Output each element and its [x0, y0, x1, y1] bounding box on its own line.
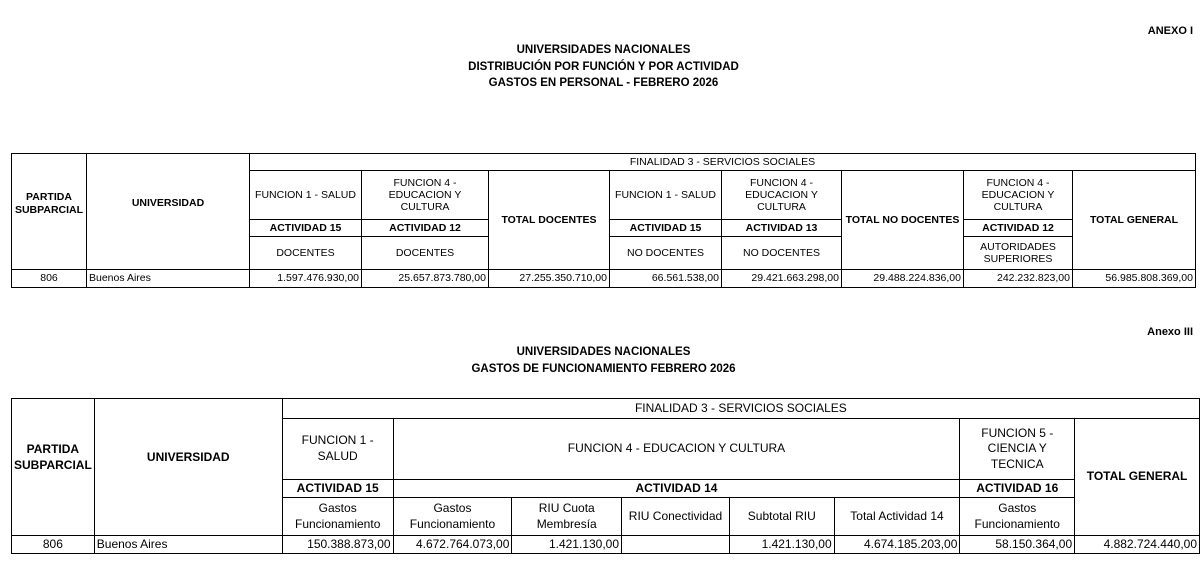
value-cell: 66.561.538,00 — [610, 270, 722, 288]
annex-3-titles — [0, 344, 1200, 377]
value-cell: 1.421.130,00 — [512, 536, 622, 554]
partida-header-bottom — [12, 498, 95, 536]
partida-cell: 806 — [12, 270, 87, 288]
finalidad-header: FINALIDAD 3 - SERVICIOS SOCIALES — [282, 399, 1199, 419]
value-cell — [622, 536, 730, 554]
gastos-subheader: Gastos Funcionamiento — [393, 498, 512, 536]
value-cell: 56.985.808.369,00 — [1073, 270, 1196, 288]
funcion1-header: FUNCION 1 - SALUD — [282, 419, 393, 480]
riu-cuota-subheader: RIU Cuota Membresía — [512, 498, 622, 536]
actividad-header: ACTIVIDAD 13 — [722, 220, 842, 237]
value-cell: 58.150.364,00 — [960, 536, 1075, 554]
no-docentes-subheader: NO DOCENTES — [722, 237, 842, 270]
gastos-subheader: Gastos Funcionamiento — [282, 498, 393, 536]
partida-header-top — [12, 154, 87, 171]
value-cell: 1.421.130,00 — [729, 536, 834, 554]
subtotal-riu-subheader: Subtotal RIU — [729, 498, 834, 536]
funcion4-header: FUNCION 4 - EDUCACION Y CULTURA — [964, 171, 1073, 220]
value-cell: 242.232.823,00 — [964, 270, 1073, 288]
universidad-header: UNIVERSIDAD — [94, 419, 282, 498]
annex-1-title-line: UNIVERSIDADES NACIONALES — [516, 44, 691, 56]
actividad-header: ACTIVIDAD 14 — [393, 480, 960, 498]
annex-1-tag: ANEXO I — [1147, 25, 1193, 37]
universidad-header: UNIVERSIDAD — [87, 171, 250, 237]
funcion1-header: FUNCION 1 - SALUD — [250, 171, 362, 220]
actividad-header: ACTIVIDAD 12 — [964, 220, 1073, 237]
gastos-subheader: Gastos Funcionamiento — [960, 498, 1075, 536]
funcion4-header: FUNCION 4 - EDUCACION Y CULTURA — [393, 419, 960, 480]
actividad-header: ACTIVIDAD 15 — [610, 220, 722, 237]
autoridades-subheader: AUTORIDADES SUPERIORES — [964, 237, 1073, 270]
total-general-header: TOTAL GENERAL — [1075, 419, 1200, 536]
universidad-header-top — [87, 154, 250, 171]
annex-1-table — [11, 153, 1196, 288]
partida-header-top — [12, 399, 95, 419]
value-cell: 29.421.663.298,00 — [722, 270, 842, 288]
table-row — [12, 536, 1200, 554]
annex-3-table — [11, 398, 1200, 554]
total-docentes-header: TOTAL DOCENTES — [489, 171, 610, 270]
funcion1-header: FUNCION 1 - SALUD — [610, 171, 722, 220]
annex-3-tag: Anexo III — [1147, 326, 1193, 338]
annex-3-title-line: GASTOS DE FUNCIONAMIENTO FEBRERO 2026 — [471, 362, 736, 375]
partida-header-bottom — [12, 237, 87, 270]
value-cell: 150.388.873,00 — [282, 536, 393, 554]
actividad-header: ACTIVIDAD 15 — [250, 220, 362, 237]
docentes-subheader: DOCENTES — [250, 237, 362, 270]
funcion4-header: FUNCION 4 - EDUCACION Y CULTURA — [722, 171, 842, 220]
universidad-header-bottom — [87, 237, 250, 270]
value-cell: 4.672.764.073,00 — [393, 536, 512, 554]
annex-1-title-line: GASTOS EN PERSONAL - FEBRERO 2026 — [488, 77, 719, 89]
annex-1-title-line: DISTRIBUCIÓN POR FUNCIÓN Y POR ACTIVIDAD — [468, 60, 739, 73]
total-actividad-subheader: Total Actividad 14 — [834, 498, 960, 536]
value-cell: 1.597.476.930,00 — [250, 270, 362, 288]
universidad-cell: Buenos Aires — [87, 270, 250, 288]
actividad-header: ACTIVIDAD 12 — [362, 220, 489, 237]
annex-1-titles — [0, 42, 1200, 92]
partida-header: PARTIDA SUBPARCIAL — [12, 171, 87, 237]
universidad-header-top — [94, 399, 282, 419]
value-cell: 4.674.185.203,00 — [834, 536, 960, 554]
funcion4-header: FUNCION 4 - EDUCACION Y CULTURA — [362, 171, 489, 220]
total-general-header: TOTAL GENERAL — [1073, 171, 1196, 270]
universidad-cell: Buenos Aires — [94, 536, 282, 554]
docentes-subheader: DOCENTES — [362, 237, 489, 270]
funcion5-header: FUNCION 5 - CIENCIA Y TECNICA — [960, 419, 1075, 480]
partida-header: PARTIDA SUBPARCIAL — [12, 419, 95, 498]
value-cell: 27.255.350.710,00 — [489, 270, 610, 288]
universidad-header-bottom — [94, 498, 282, 536]
partida-cell: 806 — [12, 536, 95, 554]
riu-conectividad-subheader: RIU Conectividad — [622, 498, 730, 536]
value-cell: 4.882.724.440,00 — [1075, 536, 1200, 554]
finalidad-header: FINALIDAD 3 - SERVICIOS SOCIALES — [250, 154, 1196, 171]
no-docentes-subheader: NO DOCENTES — [610, 237, 722, 270]
value-cell: 29.488.224.836,00 — [842, 270, 964, 288]
value-cell: 25.657.873.780,00 — [362, 270, 489, 288]
actividad-header: ACTIVIDAD 15 — [282, 480, 393, 498]
table-row — [12, 270, 1196, 288]
annex-3-title-line: UNIVERSIDADES NACIONALES — [516, 346, 691, 358]
total-no-docentes-header: TOTAL NO DOCENTES — [842, 171, 964, 270]
actividad-header: ACTIVIDAD 16 — [960, 480, 1075, 498]
